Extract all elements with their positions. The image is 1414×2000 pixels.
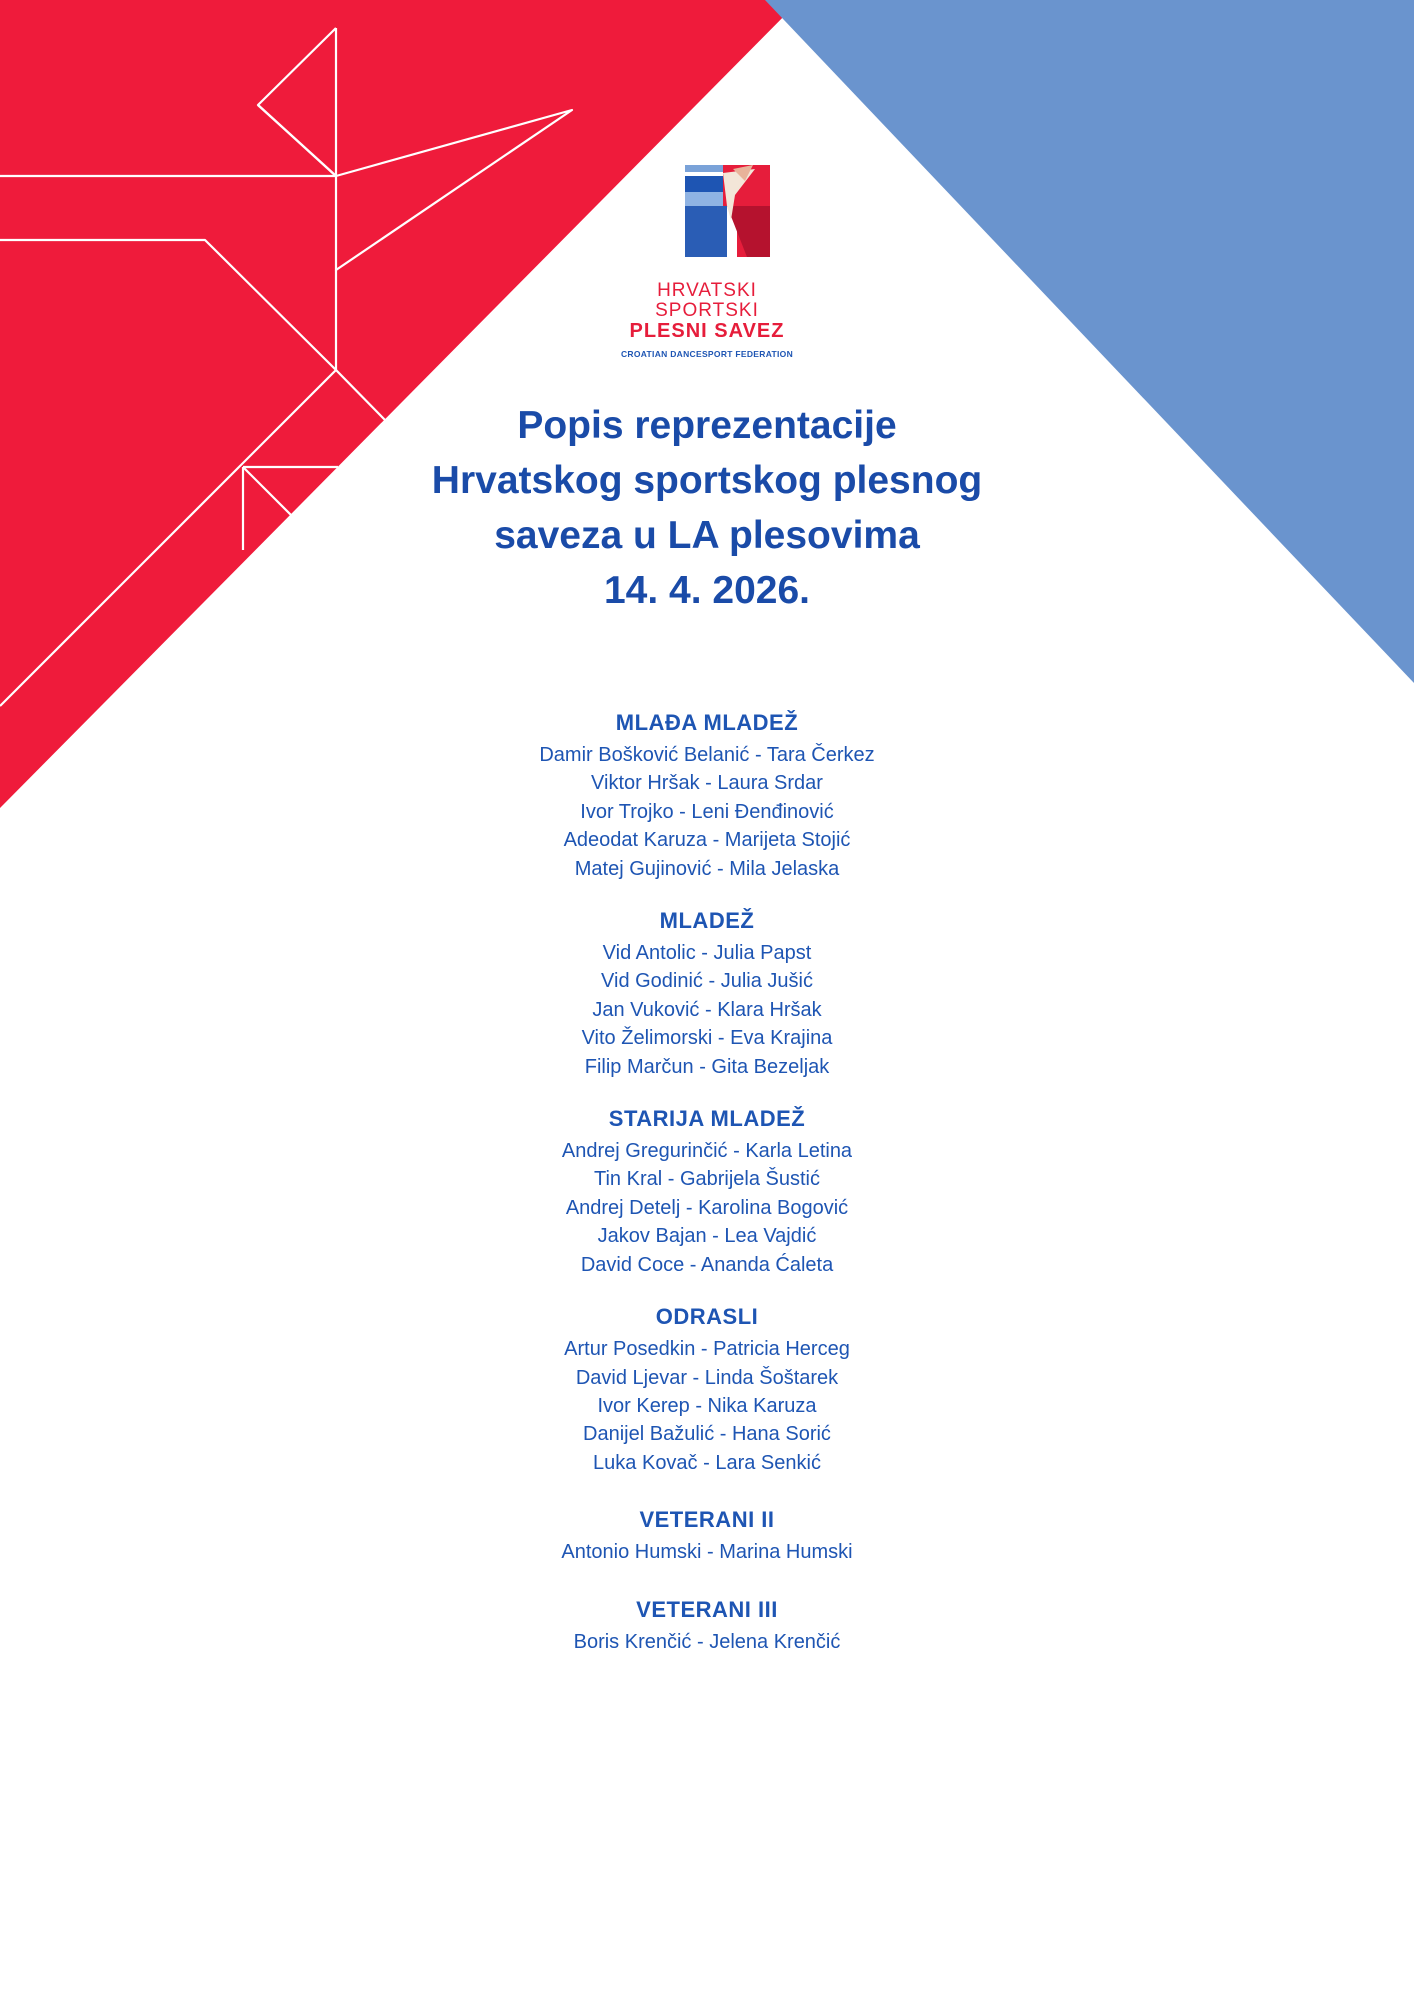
category-odrasli xyxy=(0,1299,1414,1477)
org-name-line-2: SPORTSKI xyxy=(655,300,759,321)
couple-item: Vid Godinić - Julia Jušić xyxy=(601,970,813,993)
category-mlada-mladez xyxy=(0,705,1414,883)
category-veterani-iii xyxy=(0,1592,1414,1656)
category-title: MLAĐA MLADEŽ xyxy=(615,710,799,735)
couple-item: Matej Gujinović - Mila Jelaska xyxy=(574,857,840,880)
title-line-3: saveza u LA plesovima xyxy=(494,514,920,557)
couple-item: Antonio Humski - Marina Humski xyxy=(561,1541,853,1564)
couple-item: Danijel Bažulić - Hana Sorić xyxy=(583,1423,831,1446)
couple-item: David Coce - Ananda Ćaleta xyxy=(580,1253,834,1276)
org-name-line-3: PLESNI SAVEZ xyxy=(629,320,785,342)
title-line-2: Hrvatskog sportskog plesnog xyxy=(431,459,983,502)
couple-item: Viktor Hršak - Laura Srdar xyxy=(591,772,823,795)
couple-item: Adeodat Karuza - Marijeta Stojić xyxy=(563,829,851,852)
couple-item: Jan Vuković - Klara Hršak xyxy=(592,998,822,1021)
couple-item: Filip Marčun - Gita Bezeljak xyxy=(584,1055,830,1078)
couple-item: Andrej Gregurinčić - Karla Letina xyxy=(561,1140,853,1163)
category-title: STARIJA MLADEŽ xyxy=(608,1106,806,1132)
org-subtitle: CROATIAN DANCESPORT FEDERATION xyxy=(620,349,794,359)
couple-item: Ivor Trojko - Leni Đenđinović xyxy=(580,800,834,823)
couple-item: Artur Posedkin - Patricia Herceg xyxy=(564,1338,850,1361)
category-mladez xyxy=(0,903,1414,1081)
category-title: VETERANI III xyxy=(636,1596,778,1622)
couple-item: Tin Kral - Gabrijela Šustić xyxy=(594,1168,820,1191)
couple-item: Vid Antolic - Julia Papst xyxy=(602,942,812,965)
org-name-line-1: HRVATSKI xyxy=(657,280,757,301)
category-veterani-ii xyxy=(0,1502,1414,1566)
team-list xyxy=(0,705,1414,1656)
page-title xyxy=(0,398,1414,618)
category-title: MLADEŽ xyxy=(659,908,755,934)
federation-logo xyxy=(685,165,770,257)
couple-item: Boris Krenčić - Jelena Krenčić xyxy=(573,1630,841,1653)
category-title: VETERANI II xyxy=(639,1507,775,1533)
couple-item: Luka Kovač - Lara Senkić xyxy=(593,1451,821,1474)
couple-item: Ivor Kerep - Nika Karuza xyxy=(597,1394,817,1417)
couple-item: David Ljevar - Linda Šoštarek xyxy=(575,1366,839,1389)
couple-item: Jakov Bajan - Lea Vajdić xyxy=(597,1225,817,1248)
category-title: ODRASLI xyxy=(655,1304,759,1330)
couple-item: Andrej Detelj - Karolina Bogović xyxy=(565,1196,849,1219)
couple-item: Vito Želimorski - Eva Krajina xyxy=(581,1027,833,1050)
category-starija-mladez xyxy=(0,1101,1414,1279)
title-line-1: Popis reprezentacije xyxy=(517,404,897,447)
title-date: 14. 4. 2026. xyxy=(603,569,810,612)
couple-item: Damir Bošković Belanić - Tara Čerkez xyxy=(539,744,875,766)
